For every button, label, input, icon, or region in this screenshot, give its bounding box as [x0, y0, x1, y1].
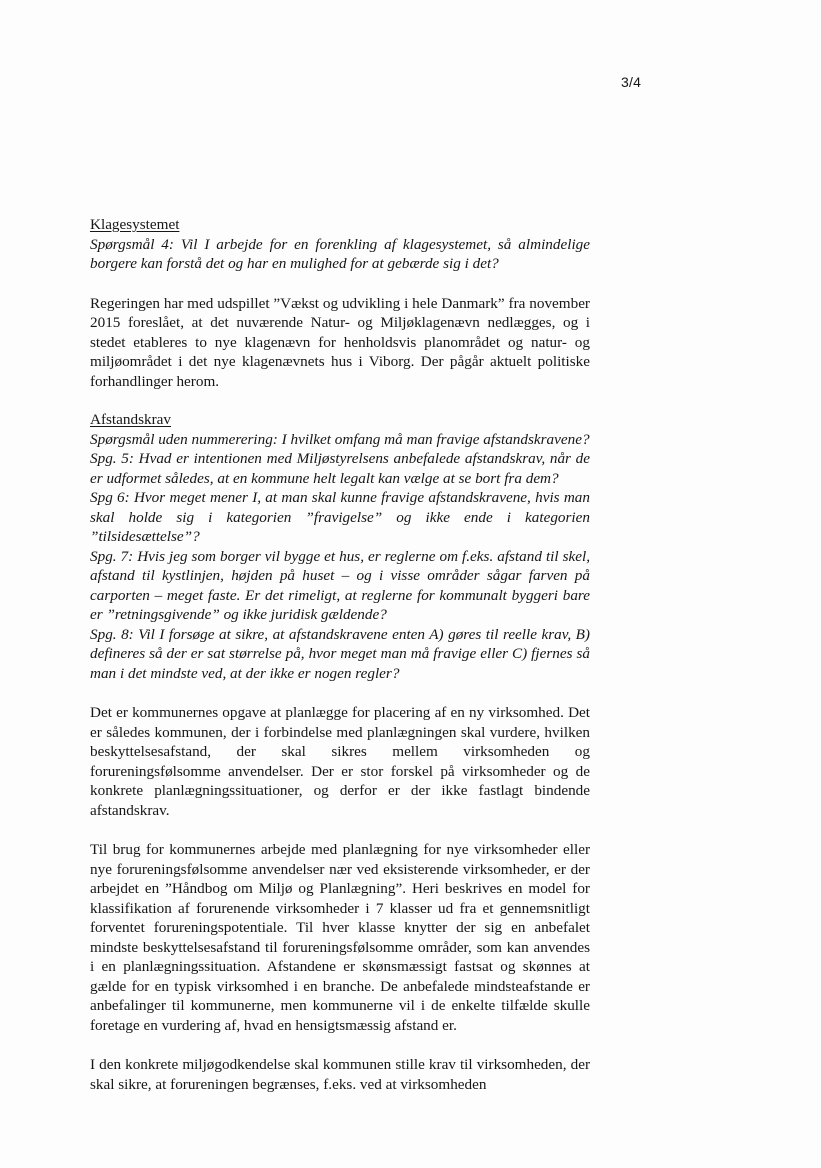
answer-paragraph: Regeringen har med udspillet ”Vækst og udvikling i hele Danmark” fra november 2015 foreslået, at det nuværende Natur- og Miljøklagenævn nedlægges, og i stedet etableres to nye klagenævn for henholdsvis planområdet og natur- og miljøområdet i det nye klagenævnets hus i Viborg. Der pågår aktuelt politiske forhandlinger herom.: [90, 294, 590, 390]
section-klagesystemet: [90, 215, 590, 391]
question-text: Spørgsmål uden nummerering: I hvilket omfang må man fravige afstandskravene?: [90, 430, 590, 448]
section-afstandskrav: [90, 410, 590, 1094]
question-text: Spg. 7: Hvis jeg som borger vil bygge et hus, er reglerne om f.eks. afstand til skel, afstand til kystlinjen, højden på huset – og i visse områder sågar farven på carporten – meget faste. Er det rimeligt, at reglerne for kommunalt byggeri bare er ”retningsgivende” og ikke juridisk gældende?: [90, 547, 590, 623]
answer-paragraph: Det er kommunernes opgave at planlægge for placering af en ny virksomhed. Det er således kommunen, der i forbindelse med planlægningen skal vurdere, hvilken beskyttelsesafstand, der skal sikres mellem virksomheden og forureningsfølsomme anvendelser. Der er stor forskel på virksomheder og de konkrete planlægningssituationer, og derfor er der ikke fastlagt bindende afstandskrav.: [90, 704, 590, 819]
question-text: Spørgsmål 4: Vil I arbejde for en forenkling af klagesystemet, så almindelige borgere kan forstå det og har en mulighed for at gebærde sig i det?: [90, 235, 590, 272]
document-body: [90, 215, 590, 1094]
section-heading: Afstandskrav: [90, 411, 171, 428]
section-heading: Klagesystemet: [90, 216, 180, 233]
question-text: Spg. 5: Hvad er intentionen med Miljøstyrelsens anbefalede afstandskrav, når de er udformet således, at en kommune helt legalt kan vælge at se bort fra dem?: [90, 450, 590, 487]
answer-paragraph: I den konkrete miljøgodkendelse skal kommunen stille krav til virksomheden, der skal sikre, at forureningen begrænses, f.eks. ved at virksomheden: [90, 1056, 590, 1093]
page-number: 3/4: [621, 74, 642, 90]
answer-paragraph: Til brug for kommunernes arbejde med planlægning for nye virksomheder eller nye forureningsfølsomme anvendelser nær ved eksisterende virksomheder, er der arbejdet en ”Håndbog om Miljø og Planlægning”. Heri beskrives en model for klassifikation af forurenende virksomheder i 7 klasser ud fra et gennemsnitligt forventet forureningspotentiale. Til hver klasse knytter der sig en anbefalet mindste beskyttelsesafstand til forureningsfølsomme områder, som kan anvendes i en planlægningssituation. Afstandene er skønsmæssigt fastsat og skønnes at gælde for en typisk virksomhed i en branche. De anbefalede mindsteafstande er anbefalinger til kommunerne, men kommunerne vil i de enkelte tilfælde skulle foretage en vurdering af, hvad en hensigtsmæssig afstand er.: [90, 841, 590, 1034]
question-text: Spg. 8: Vil I forsøge at sikre, at afstandskravene enten A) gøres til reelle krav, B) defineres så der er sat størrelse på, hvor meget man må fravige eller C) fjernes så man i det mindste ved, at der ikke er nogen regler?: [90, 625, 590, 682]
question-text: Spg 6: Hvor meget mener I, at man skal kunne fravige afstandskravene, hvis man skal holde sig i kategorien ”fravigelse” og ikke ende i kategorien ”tilsidesættelse”?: [90, 489, 590, 545]
